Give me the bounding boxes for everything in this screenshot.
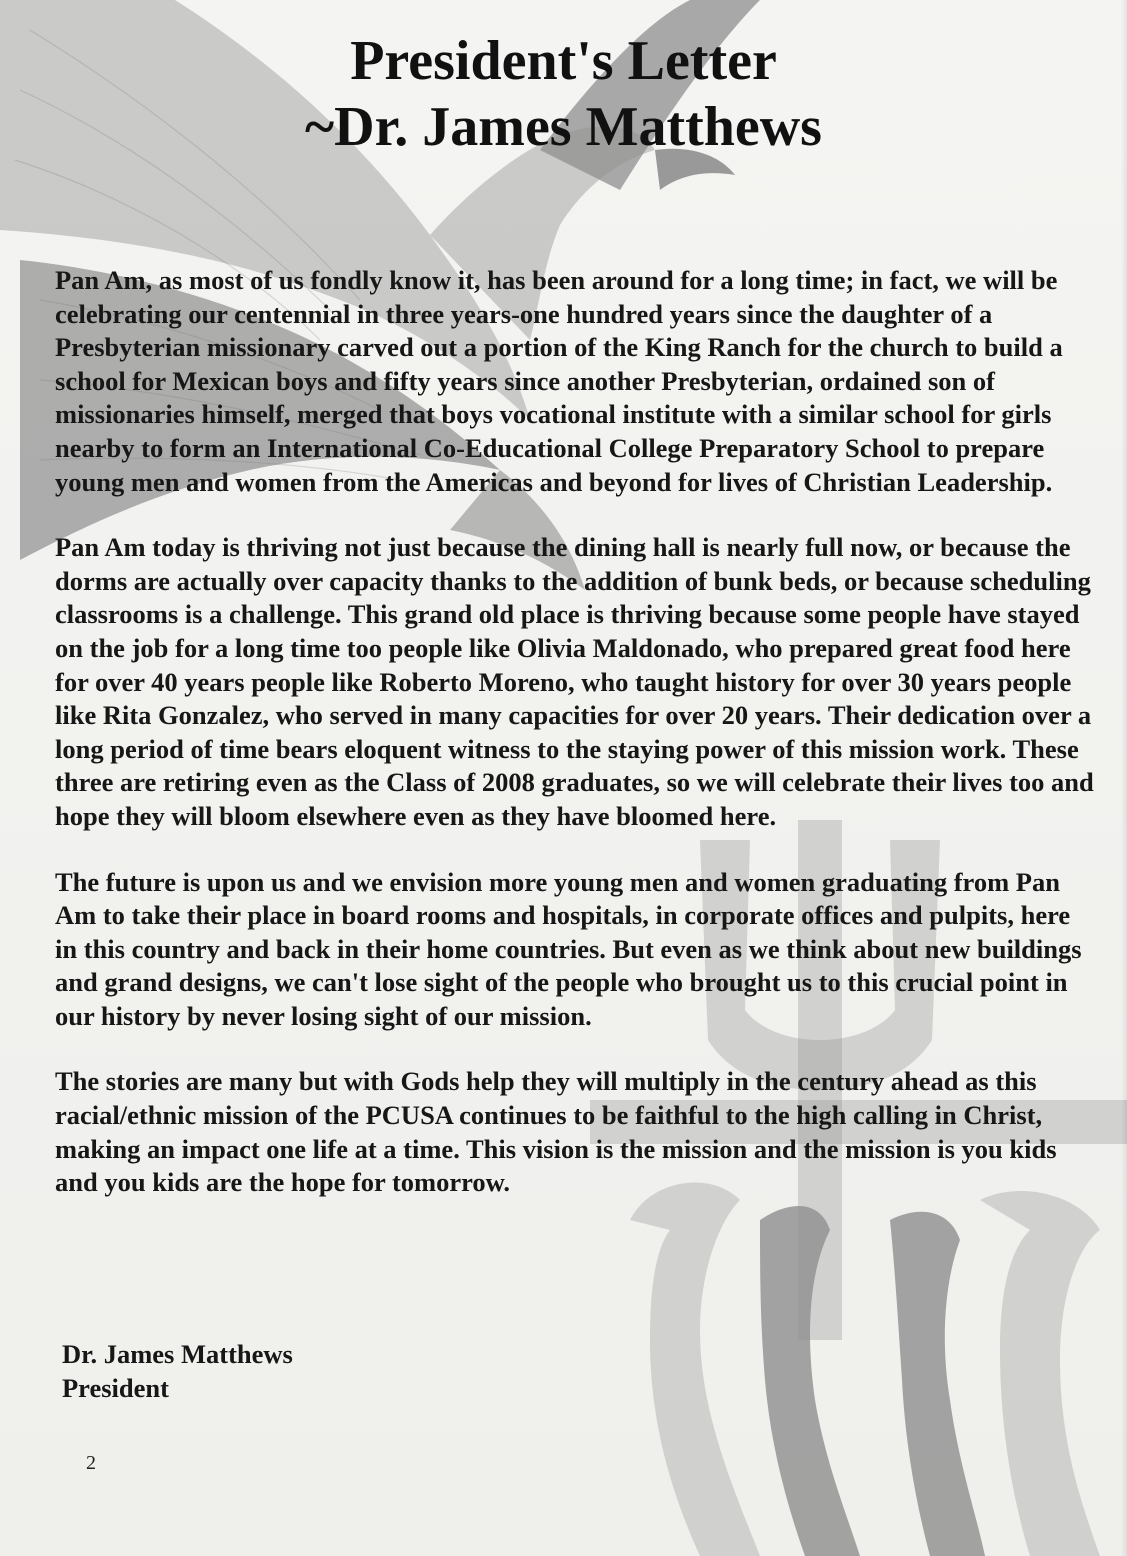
paragraph-4: The stories are many but with Gods help they will multiply in the century ahead as this racial/ethnic mission of the PCUSA continues to be faithful to the high calling in Christ, making an impact one life at a time. This vision is the mission and the mission is you kids and you kids are the hope for tomorrow. [55,1066,1057,1198]
title-line-1: President's Letter [350,30,777,92]
letter-body [55,264,1095,1200]
paragraph-1: Pan Am, as most of us fondly know it, has been around for a long time; in fact, we will be celebrating our centennial in three years-one hundred years since the daughter of a Presbyterian missionary carved out a portion of the King Ranch for the church to build a school for Mexican boys and fifty years since another Presbyterian, ordained son of missionaries himself, merged that boys vocational institute with a similar school for girls nearby to form an International Co-Educational College Preparatory School to prepare young men and women from the Americas and beyond for lives of Christian Leadership. [55,265,1063,497]
signature-role: President [62,1373,169,1403]
scan-edge-shadow [1121,0,1127,1556]
page-title [0,28,1127,160]
signature-block [62,1337,293,1405]
paragraph-2: Pan Am today is thriving not just because the dining hall is nearly full now, or because the dorms are actually over capacity thanks to the addition of bunk beds, or because scheduling classrooms is a challenge. This grand old place is thriving because some people have stayed on the job for a long time too people like Olivia Maldonado, who prepared great food here for over 40 years people like Roberto Moreno, who taught history for over 30 years people like Rita Gonzalez, who served in many capacities for over 20 years. Their dedication over a long period of time bears eloquent witness to the staying power of this mission work. These three are retiring even as the Class of 2008 graduates, so we will celebrate their lives too and hope they will bloom elsewhere even as they have bloomed here. [55,532,1094,831]
signature-name: Dr. James Matthews [62,1339,293,1369]
paragraph-3: The future is upon us and we envision more young men and women graduating from Pan Am to take their place in board rooms and hospitals, in corporate offices and pulpits, here in this country and back in their home countries. But even as we think about new buildings and grand designs, we can't lose sight of the people who brought us to this crucial point in our history by never losing sight of our mission. [55,866,1082,1031]
title-line-2: ~Dr. James Matthews [305,96,822,158]
page-number: 2 [86,1452,96,1474]
